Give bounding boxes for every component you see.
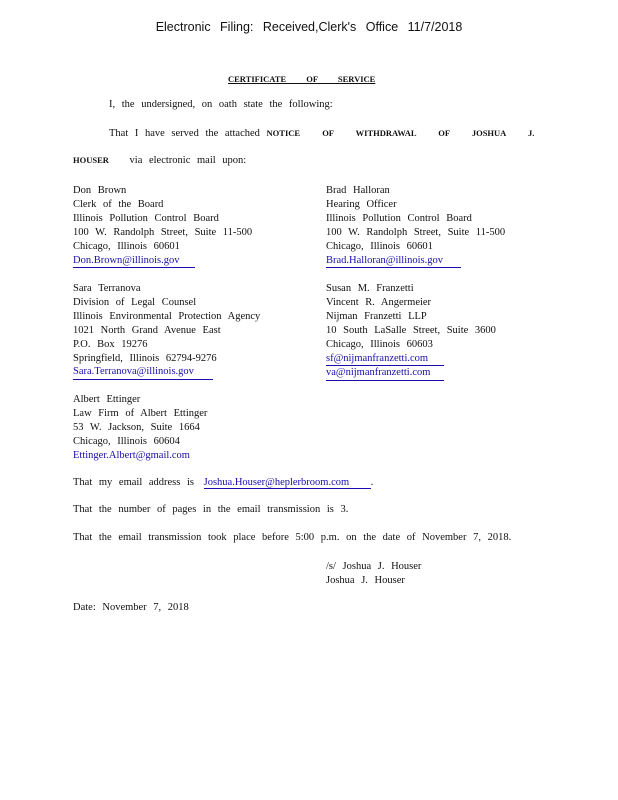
recipient-email-link[interactable]: Don.Brown@illinois.gov (73, 254, 195, 269)
recipient-line: 100 W. Randolph Street, Suite 11-500 (73, 226, 253, 238)
sender-email-link[interactable]: Joshua.Houser@heplerbroom.com (204, 477, 371, 489)
recipient-email-link[interactable]: sf@nijmanfranzetti.com (326, 352, 444, 367)
recipient-line: Chicago, Illinois 60603 (326, 338, 433, 350)
pages-statement: That the number of pages in the email transmission is 3. (73, 504, 349, 515)
recipient-line: Chicago, Illinois 60601 (326, 240, 433, 252)
signature-block (326, 560, 421, 588)
recipient-line: Albert Ettinger (73, 394, 141, 405)
recipient-email-link[interactable]: va@nijmanfranzetti.com (326, 366, 444, 381)
recipient-line: Springfield, Illinois 62794-9276 (73, 352, 217, 364)
recipient-line: Chicago, Illinois 60604 (73, 435, 180, 447)
recipient-line: Clerk of the Board (73, 198, 164, 210)
filing-header: Electronic Filing: Received,Clerk's Office 11/7/2018 (155, 20, 463, 34)
recipient-line: Illinois Pollution Control Board (73, 212, 219, 224)
recipient-line: Division of Legal Counsel (73, 296, 197, 308)
recipient-block (326, 184, 505, 268)
recipient-line: Hearing Officer (326, 198, 397, 210)
served-prefix: That I have served the attached (109, 128, 260, 139)
recipient-line: 1021 North Grand Avenue East (73, 324, 221, 336)
recipient-block (326, 282, 496, 381)
recipient-email-link[interactable]: Ettinger.Albert@gmail.com (73, 449, 190, 461)
recipient-block (73, 393, 207, 463)
recipient-line: Nijman Franzetti LLP (326, 310, 427, 322)
email-statement (73, 477, 373, 489)
recipient-block (73, 282, 260, 380)
served-line (109, 128, 534, 139)
document-name-cont: HOUSER (73, 155, 109, 165)
recipient-line: 100 W. Randolph Street, Suite 11-500 (326, 226, 506, 238)
email-statement-suffix: . (370, 477, 374, 488)
email-statement-prefix: That my email address is (73, 477, 194, 488)
signature-line: /s/ Joshua J. Houser (326, 561, 422, 572)
recipient-line: Chicago, Illinois 60601 (73, 240, 180, 252)
document-name: NOTICE OF WITHDRAWAL OF JOSHUA J. (266, 128, 535, 138)
recipient-block (73, 184, 252, 268)
date-line: Date: November 7, 2018 (73, 602, 189, 613)
recipient-line: 53 W. Jackson, Suite 1664 (73, 421, 200, 433)
recipient-email-link[interactable]: Sara.Terranova@illinois.gov (73, 365, 213, 380)
recipient-line: Brad Halloran (326, 185, 390, 196)
recipient-line: 10 South LaSalle Street, Suite 3600 (326, 324, 496, 336)
signature-name: Joshua J. Houser (326, 574, 405, 586)
recipient-email-link[interactable]: Brad.Halloran@illinois.gov (326, 254, 461, 269)
recipient-line: Don Brown (73, 185, 127, 196)
recipient-line: Sara Terranova (73, 283, 141, 294)
recipient-line: Vincent R. Angermeier (326, 296, 432, 308)
recipient-line: Illinois Environmental Protection Agency (73, 310, 261, 322)
intro-statement: I, the undersigned, on oath state the following: (109, 99, 333, 110)
recipient-line: Susan M. Franzetti (326, 283, 414, 294)
recipient-line: Law Firm of Albert Ettinger (73, 407, 208, 419)
certificate-title: CERTIFICATE OF SERVICE (228, 74, 376, 84)
served-suffix: via electronic mail upon: (129, 155, 247, 166)
recipient-line: Illinois Pollution Control Board (326, 212, 472, 224)
recipient-line: P.O. Box 19276 (73, 338, 148, 350)
served-line-cont (73, 155, 246, 166)
time-statement: That the email transmission took place before 5:00 p.m. on the date of November 7, 2018. (73, 532, 512, 543)
